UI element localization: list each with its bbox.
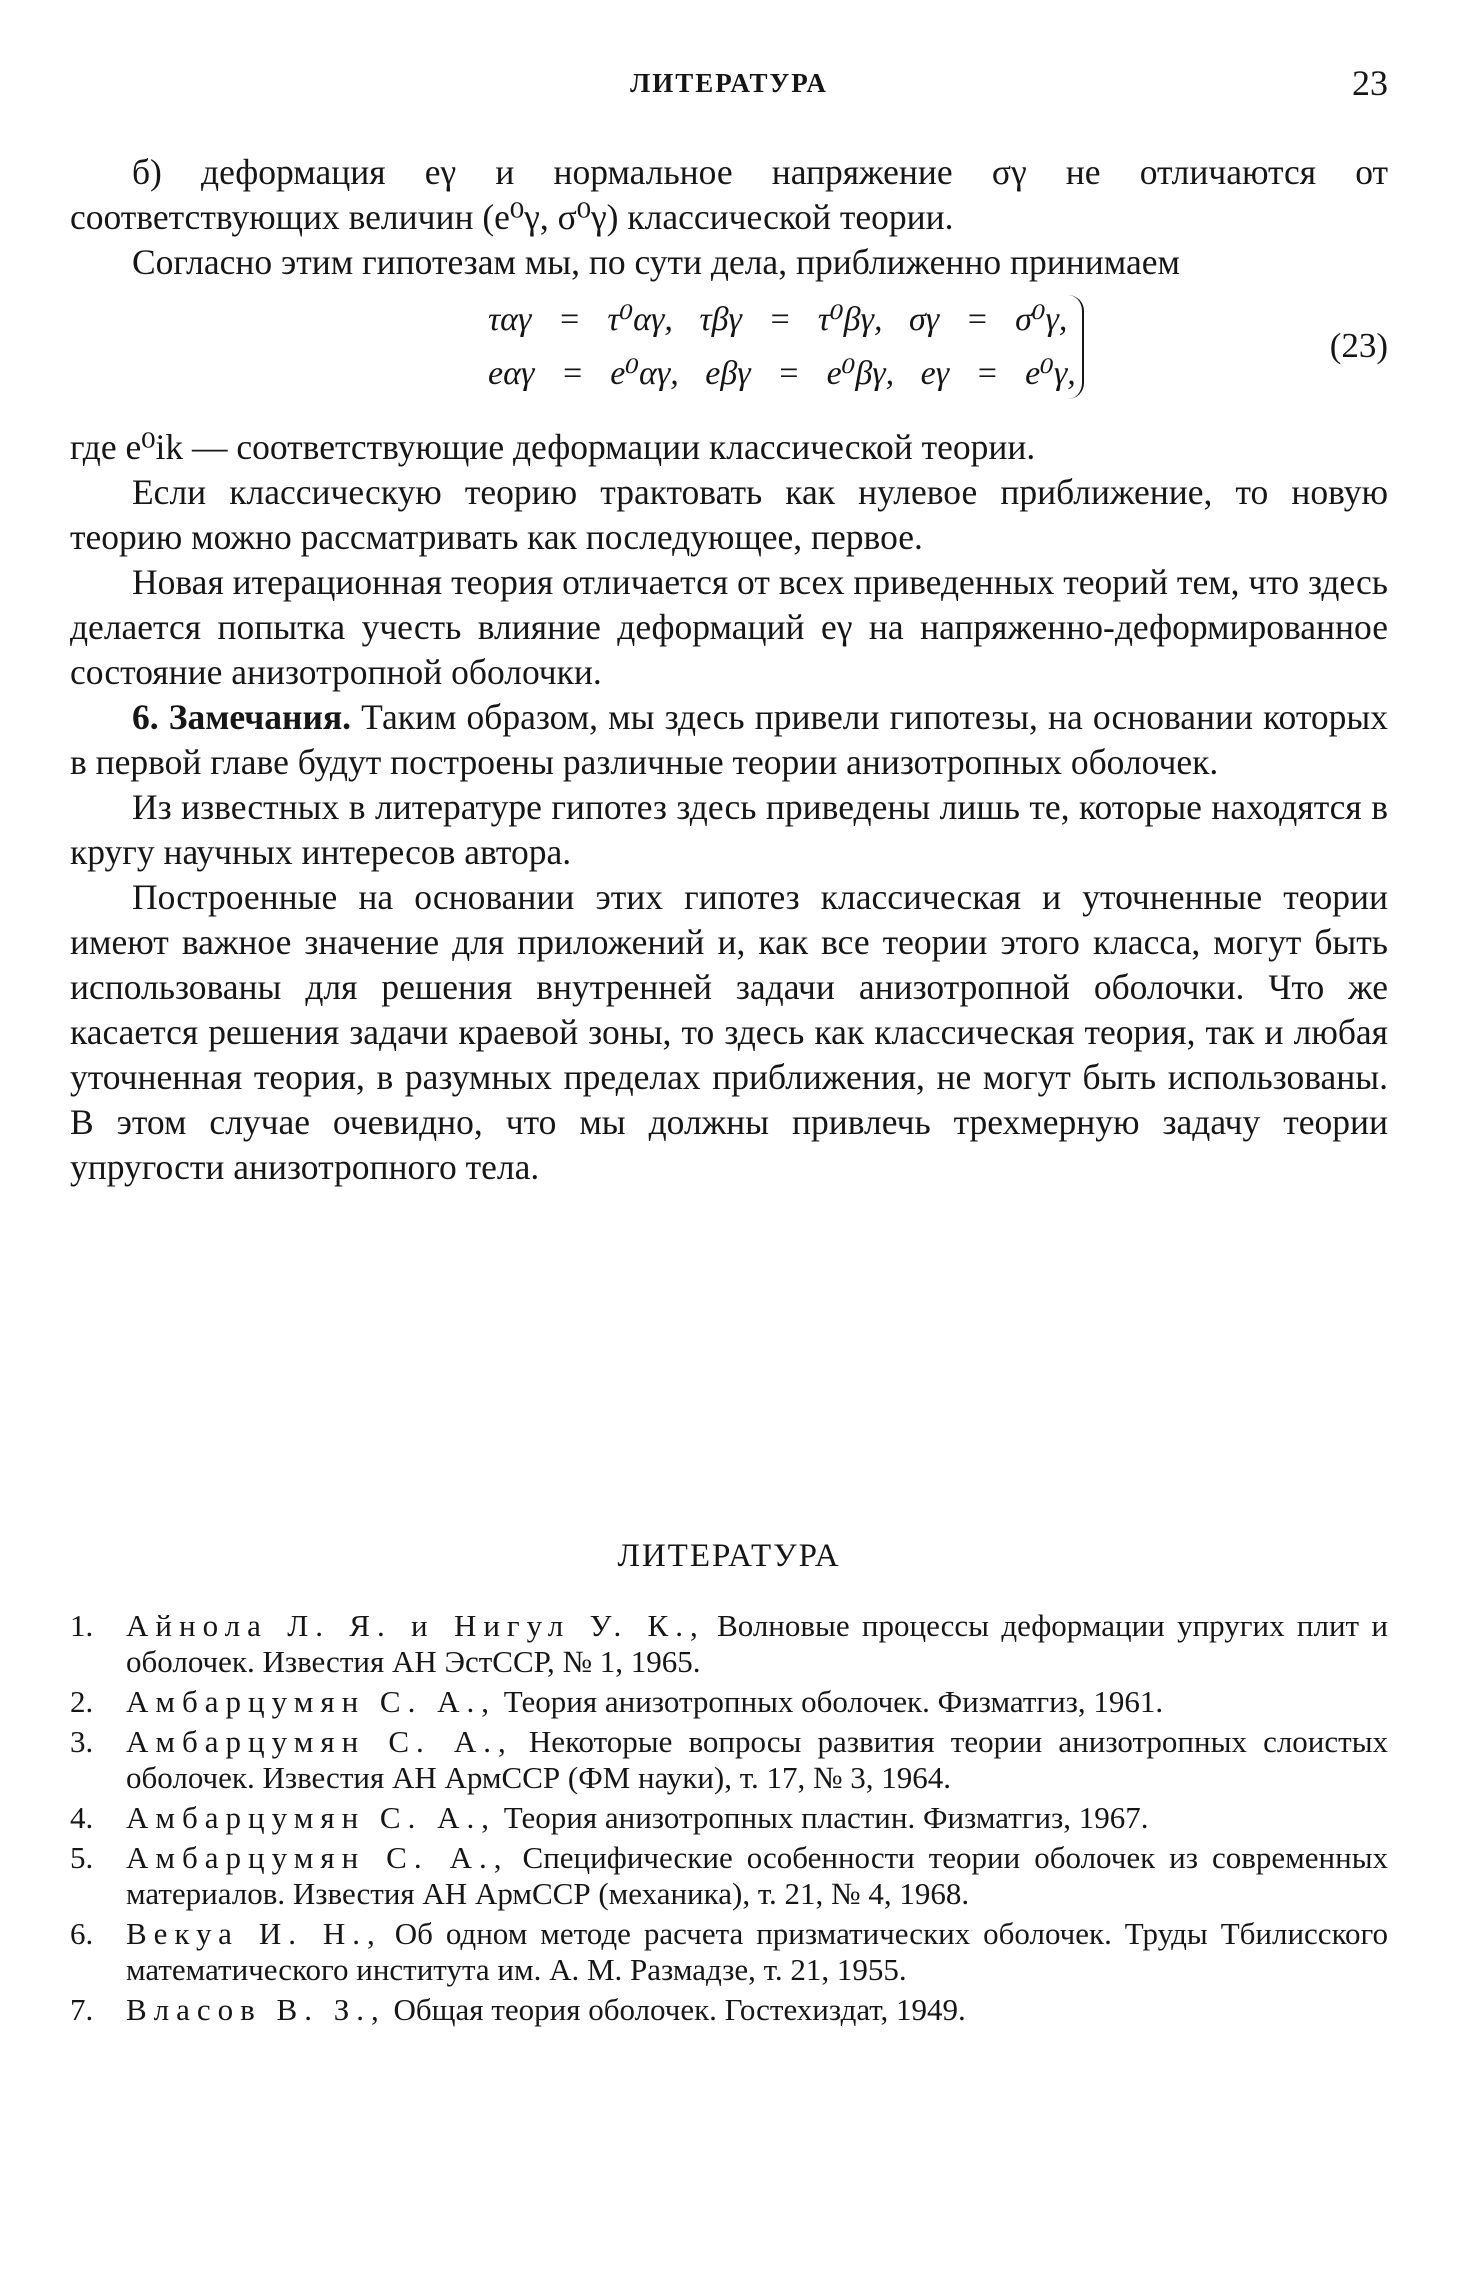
equation-row-strains: eαγ = e⁰αγ, eβγ = e⁰βγ, eγ = e⁰γ,	[488, 355, 1076, 392]
equation-number: (23)	[1329, 326, 1388, 365]
reference-title: Теория анизотропных оболочек. Физматгиз, 1961.	[503, 1684, 1164, 1719]
references-heading: ЛИТЕРАТУРА	[617, 1538, 841, 1574]
paragraph-conclusion: Построенные на основании этих гипотез классическая и уточненные теории имеют важное значение для приложений и, как все теории этого класса, могут быть использованы для решения внутренней задачи анизотропной оболочки. Что же касается решения задачи краевой зоны, то здесь как классическая теория, так и любая уточненная теория, в разумных пределах приближения, не могут быть использованы. В этом случае очевидно, что мы должны привлечь трехмерную задачу теории упругости анизотропного тела.	[70, 877, 1388, 1187]
reference-item	[70, 1840, 1388, 1912]
reference-item	[70, 1608, 1388, 1680]
reference-author: Амбарцумян С. А.,	[126, 1800, 496, 1835]
reference-title: Об одном методе расчета призматических оболочек. Труды Тбилисского математического института им. А. М. Размадзе, т. 21, 1955.	[126, 1916, 1388, 1987]
reference-number: 5.	[70, 1840, 94, 1875]
reference-title: Общая теория оболочек. Гостехиздат, 1949.	[393, 1992, 966, 2027]
paragraph-zero-approx: Если классическую теорию трактовать как нулевое приближение, то новую теорию можно рассматривать как последующее, первое.	[70, 472, 1388, 557]
main-text	[70, 150, 1388, 1190]
reference-item	[70, 1800, 1388, 1836]
reference-item	[70, 1992, 1388, 2028]
paragraph-accept: Согласно этим гипотезам мы, по сути дела, приближенно принимаем	[132, 242, 1180, 282]
reference-item	[70, 1724, 1388, 1796]
reference-title: Волновые процессы деформации упругих плит и оболочек. Известия АН ЭстССР, № 1, 1965.	[126, 1608, 1389, 1679]
paragraph-where: где e⁰ik — соответствующие деформации классической теории.	[70, 427, 1036, 467]
reference-author: Амбарцумян С. А.,	[126, 1684, 496, 1719]
reference-author: Власов В. З.,	[126, 1992, 386, 2027]
reference-title: Некоторые вопросы развития теории анизотропных слоистых оболочек. Известия АН АрмССР (ФМ науки), т. 17, № 3, 1964.	[126, 1724, 1389, 1795]
paragraph-iteration-theory: Новая итерационная теория отличается от всех приведенных теорий тем, что здесь делается попытка учесть влияние деформаций eγ на напряженно-деформированное состояние анизотропной оболочки.	[70, 562, 1388, 692]
reference-title: Специфические особенности теории оболочек из современных материалов. Известия АН АрмССР (механика), т. 21, № 4, 1968.	[126, 1840, 1389, 1911]
reference-title: Теория анизотропных пластин. Физматгиз, 1967.	[503, 1800, 1149, 1835]
running-head	[70, 62, 1388, 106]
paragraph-known-hypotheses: Из известных в литературе гипотез здесь приведены лишь те, которые находятся в кругу научных интересов автора.	[70, 787, 1388, 872]
equation-row-stresses: ταγ = τ⁰αγ, τβγ = τ⁰βγ, σγ = σ⁰γ,	[488, 301, 1068, 338]
reference-number: 7.	[70, 1992, 94, 2027]
equation-brace	[1068, 295, 1084, 399]
reference-number: 4.	[70, 1800, 94, 1835]
paragraph-remarks	[70, 695, 1388, 785]
reference-number: 2.	[70, 1684, 94, 1719]
page-number: 23	[1352, 63, 1388, 103]
reference-author: Амбарцумян С. А.,	[126, 1840, 509, 1875]
running-title: ЛИТЕРАТУРА	[630, 68, 828, 98]
section-heading-remarks: 6. Замечания.	[132, 697, 352, 737]
reference-author: Векуа И. Н.,	[126, 1916, 382, 1951]
reference-item	[70, 1684, 1388, 1720]
reference-number: 6.	[70, 1916, 94, 1951]
reference-number: 1.	[70, 1608, 94, 1643]
reference-number: 3.	[70, 1724, 94, 1759]
equation-23	[70, 289, 1388, 417]
reference-author: Айнола Л. Я. и Нигул У. К.,	[126, 1608, 705, 1643]
paragraph-remarks-text: Таким образом, мы здесь привели гипотезы, на основании которых в первой главе будут построены различные теории анизотропных оболочек.	[70, 697, 1388, 782]
paragraph-hypothesis-b: б) деформация eγ и нормальное напряжение σγ не отличаются от соответствующих величин (e⁰γ, σ⁰γ) классической теории.	[70, 152, 1388, 237]
reference-item	[70, 1916, 1388, 1988]
reference-author: Амбарцумян С. А.,	[126, 1724, 513, 1759]
references-list	[70, 1608, 1388, 2032]
